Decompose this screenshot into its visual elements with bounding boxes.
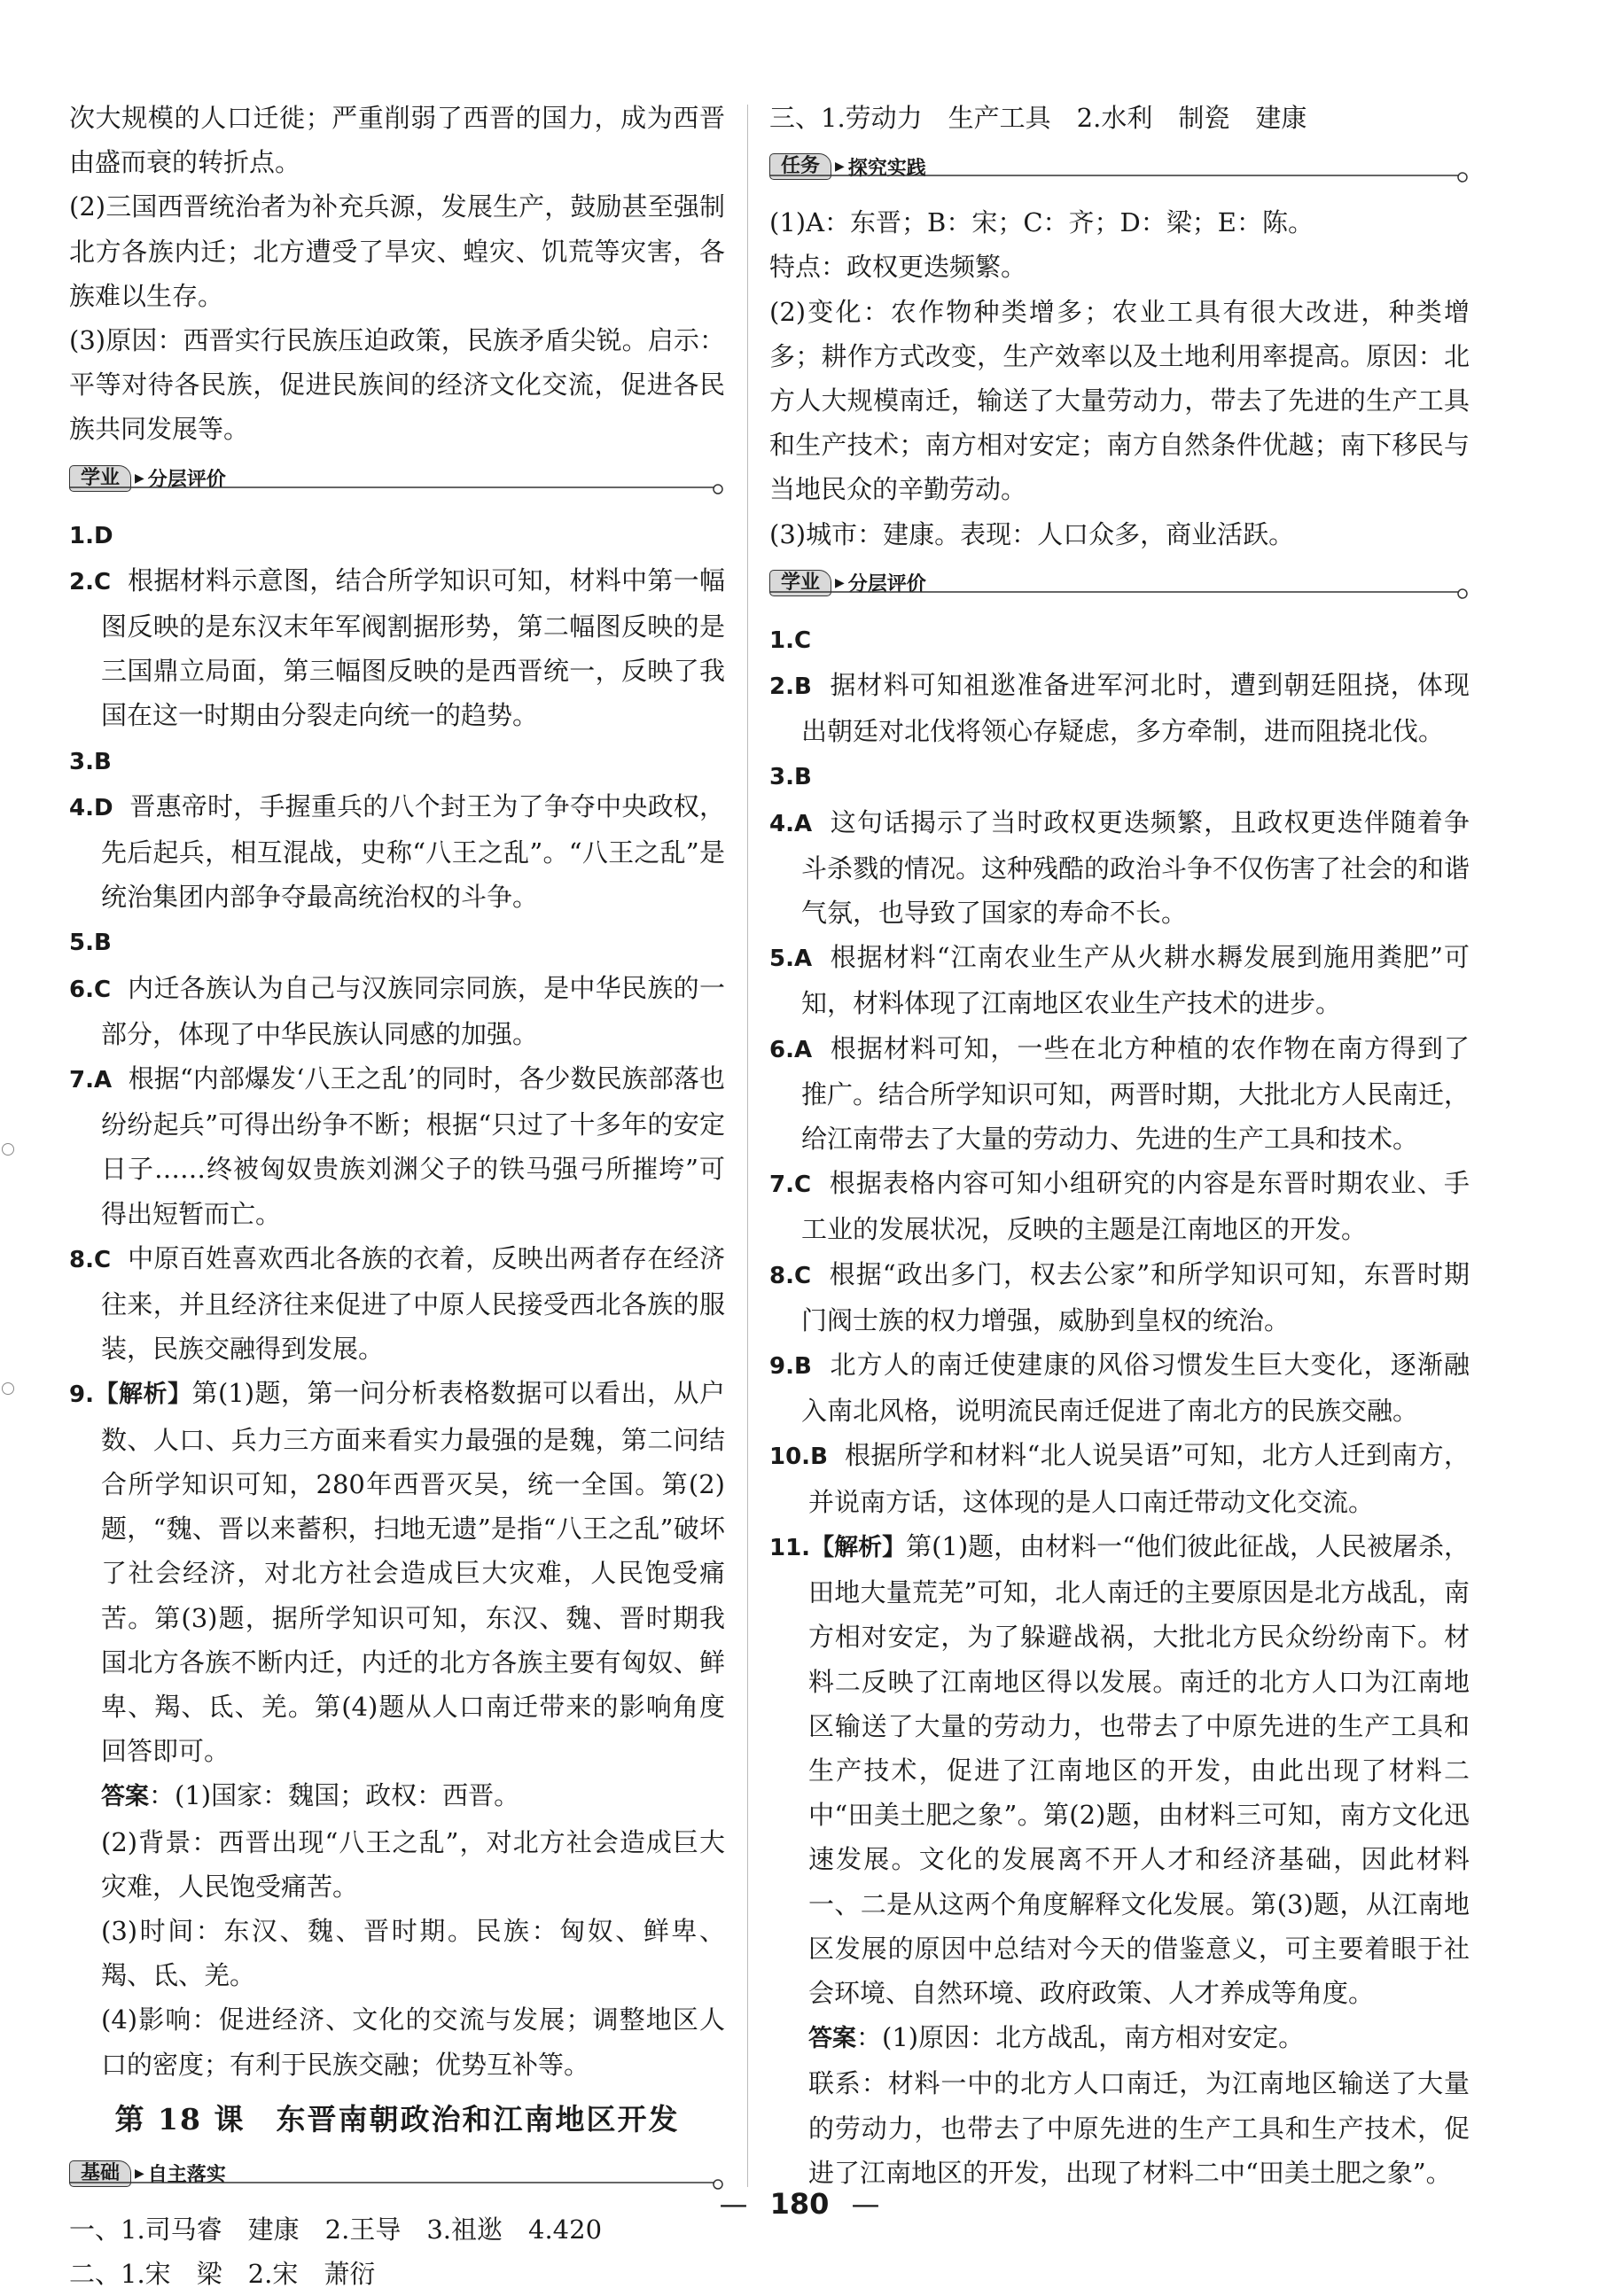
lesson-title: 第 18 课 东晋南朝政治和江南地区开发 <box>114 2101 680 2136</box>
task-section-header <box>769 149 1470 193</box>
section-tag: 任务 <box>769 153 831 180</box>
answer-item: 8.C 根据“政出多门，权去公家”和所学知识可知，东晋时期门阀士族的权力增强，威胁到皇权的统治。 <box>769 1258 1470 1335</box>
column-divider <box>747 105 748 2187</box>
page-footer <box>0 2187 1599 2221</box>
answer-item: 2.C 根据材料示意图，结合所学知识可知，材料中第一幅图反映的是东汉末年军阀割据形势，第二幅图反映的是三国鼎立局面，第三幅图反映的是西晋统一，反映了我国在这一时期由分裂走向统一的趋势。 <box>69 564 725 731</box>
section-title: 自主落实 <box>147 2164 226 2187</box>
answer-item: 1.C <box>769 627 812 654</box>
arrow-icon: ▶ <box>835 160 845 175</box>
answer-item: 3.B <box>69 748 112 775</box>
section-rule <box>769 585 1470 603</box>
binding-hole <box>2 1143 14 1156</box>
answer-item: 5.A 根据材料“江南农业生产从火耕水耨发展到施用粪肥”可知，材料体现了江南地区农业生产技术的进步。 <box>769 942 1470 1019</box>
arrow-icon: ▶ <box>135 471 144 486</box>
answer-line: (4)影响：促进经济、文化的交流与发展；调整地区人口的密度；有利于民族交融；优势互补等。 <box>101 2004 725 2080</box>
basic-answer-line: 一、1.司马睿 建康 2.王导 3.祖逖 4.420 <box>69 2214 603 2245</box>
basic-answer-line: 三、1.劳动力 生产工具 2.水利 制瓷 建康 <box>769 103 1307 133</box>
answer-item: 3.B <box>769 764 812 791</box>
answer-block: 答案：(1)国家：魏国；政权：西晋。 <box>101 1780 520 1811</box>
page-number: 180 <box>769 2187 830 2221</box>
footer-dash: — <box>719 2187 748 2221</box>
left-column <box>69 96 725 2296</box>
answer-item: 5.B <box>69 930 112 957</box>
answer-item: 7.A 根据“内部爆发‘八王之乱’的同时，各少数民族部落也纷纷起兵”可得出纷争不断；根据“只过了十多年的安定日子……终被匈奴贵族刘渊父子的铁马强弓所摧垮”可得出短暂而亡。 <box>69 1063 725 1229</box>
section-title: 分层评价 <box>147 469 226 492</box>
task-line: 特点：政权更迭频繁。 <box>769 252 1027 283</box>
answer-item: 10.B 根据所学和材料“北人说吴语”可知，北方人迁到南方，并说南方话，这体现的是人口南迁带动文化交流。 <box>769 1440 1470 1517</box>
task-line: (3)城市：建康。表现：人口众多，商业活跃。 <box>769 518 1295 549</box>
answer-line: 联系：材料一中的北方人口南迁，为江南地区输送了大量的劳动力，也带去了中原先进的生产工具和生产技术，促进了江南地区的开发，出现了材料二中“田美土肥之象”。 <box>808 2068 1470 2188</box>
answer-block: 答案：(1)原因：北方战乱，南方相对安定。 <box>808 2022 1305 2053</box>
eval-section-header <box>769 565 1470 610</box>
intro-paragraph: 次大规模的人口迁徙；严重削弱了西晋的国力，成为西晋由盛而衰的转折点。 <box>69 103 725 178</box>
answer-item: 9.B 北方人的南迁使建康的风俗习惯发生巨大变化，逐渐融入南北风格，说明流民南迁促进了南北方的民族交融。 <box>769 1350 1470 1427</box>
answer-item: 6.A 根据材料可知，一些在北方种植的农作物在南方得到了推广。结合所学知识可知，两晋时期，大批北方人民南迁，给江南带去了大量的劳动力、先进的生产工具和技术。 <box>769 1032 1470 1155</box>
analysis-item: 11.【解析】第(1)题，由材料一“他们彼此征战，人民被屠杀，田地大量荒芜”可知，北人南迁的主要原因是北方战乱，南方相对安定，为了躲避战祸，大批北方民众纷纷南下。材料二反映了江南地区得以发展。南迁的北方人口为江南地区输送了大量的劳动力，也带去了中原先进的生产工具和生产技术，促进了江南地区的开发，由此出现了材料二中“田美土肥之象”。第(2)题，由材料三可知，南方文化迅速发展。文化的发展离不开人才和经济基础，因此材料一、二是从这两个角度解释文化发展。第(3)题，从江南地区发展的原因中总结对今天的借鉴意义，可主要着眼于社会环境、自然环境、政府政策、人才养成等角度。 <box>769 1530 1470 2008</box>
footer-dash: — <box>851 2187 880 2221</box>
right-column <box>769 96 1470 2195</box>
answer-line: (3)时间：东汉、魏、晋时期。民族：匈奴、鲜卑、羯、氐、羌。 <box>101 1915 725 1991</box>
section-tag: 学业 <box>769 570 831 596</box>
section-title: 分层评价 <box>847 573 926 596</box>
answer-line: (2)背景：西晋出现“八王之乱”，对北方社会造成巨大灾难，人民饱受痛苦。 <box>101 1826 725 1902</box>
binding-hole <box>2 1382 14 1395</box>
answer-item: 6.C 内迁各族认为自己与汉族同宗同族，是中华民族的一部分，体现了中华民族认同感的加强。 <box>69 972 725 1049</box>
section-tag: 基础 <box>69 2160 131 2187</box>
intro-paragraph: (3)原因：西晋实行民族压迫政策，民族矛盾尖锐。启示：平等对待各民族，促进民族间的经济文化交流，促进各民族共同发展等。 <box>69 325 725 445</box>
section-title: 探究实践 <box>847 157 926 180</box>
task-line: (1)A：东晋；B：宋；C：齐；D：梁；E：陈。 <box>769 207 1314 238</box>
answer-item: 1.D <box>69 522 113 549</box>
basic-answer-line: 二、1.宋 梁 2.宋 萧衍 <box>69 2258 376 2289</box>
answer-item: 4.D 晋惠帝时，手握重兵的八个封王为了争夺中央政权，先后起兵，相互混战，史称“八王之乱”。“八王之乱”是统治集团内部争夺最高统治权的斗争。 <box>69 790 725 913</box>
answer-item: 4.A 这句话揭示了当时政权更迭频繁，且政权更迭伴随着争斗杀戮的情况。这种残酷的政治斗争不仅伤害了社会的和谐气氛，也导致了国家的寿命不长。 <box>769 806 1470 929</box>
answer-item: 7.C 根据表格内容可知小组研究的内容是东晋时期农业、手工业的发展状况，反映的主题是江南地区的开发。 <box>769 1168 1470 1245</box>
answer-item: 8.C 中原百姓喜欢西北各族的衣着，反映出两者存在经济往来，并且经济往来促进了中原人民接受西北各族的服装，民族交融得到发展。 <box>69 1242 725 1365</box>
analysis-item: 9.【解析】第(1)题，第一问分析表格数据可以看出，从户数、人口、兵力三方面来看实力最强的是魏，第二问结合所学知识可知，280年西晋灭吴，统一全国。第(2)题，“魏、晋以来蓄积，扫地无遗”是指“八王之乱”破坏了社会经济，对北方社会造成巨大灾难，人民饱受痛苦。第(3)题，据所学知识可知，东汉、魏、晋时期我国北方各族不断内迁，内迁的北方各族主要有匈奴、鲜卑、羯、氐、羌。第(4)题从人口南迁带来的影响角度回答即可。 <box>69 1378 725 1767</box>
section-rule <box>69 480 725 498</box>
intro-paragraph: (2)三国西晋统治者为补充兵源，发展生产，鼓励甚至强制北方各族内迁；北方遭受了旱灾、蝗灾、饥荒等灾害，各族难以生存。 <box>69 191 725 311</box>
task-line: (2)变化：农作物种类增多；农业工具有很大改进，种类增多；耕作方式改变，生产效率以及土地利用率提高。原因：北方人大规模南迁，输送了大量劳动力，带去了先进的生产工具和生产技术；南方相对安定；南方自然条件优越；南下移民与当地民众的辛勤劳动。 <box>769 296 1470 505</box>
section-rule <box>769 168 1470 186</box>
section-tag: 学业 <box>69 465 131 492</box>
eval-section-header <box>69 461 725 505</box>
answer-item: 2.B 据材料可知祖逖准备进军河北时，遭到朝廷阻挠，体现出朝廷对北伐将领心存疑虑，多方牵制，进而阻挠北伐。 <box>769 670 1470 747</box>
arrow-icon: ▶ <box>835 575 845 590</box>
arrow-icon: ▶ <box>135 2166 144 2181</box>
